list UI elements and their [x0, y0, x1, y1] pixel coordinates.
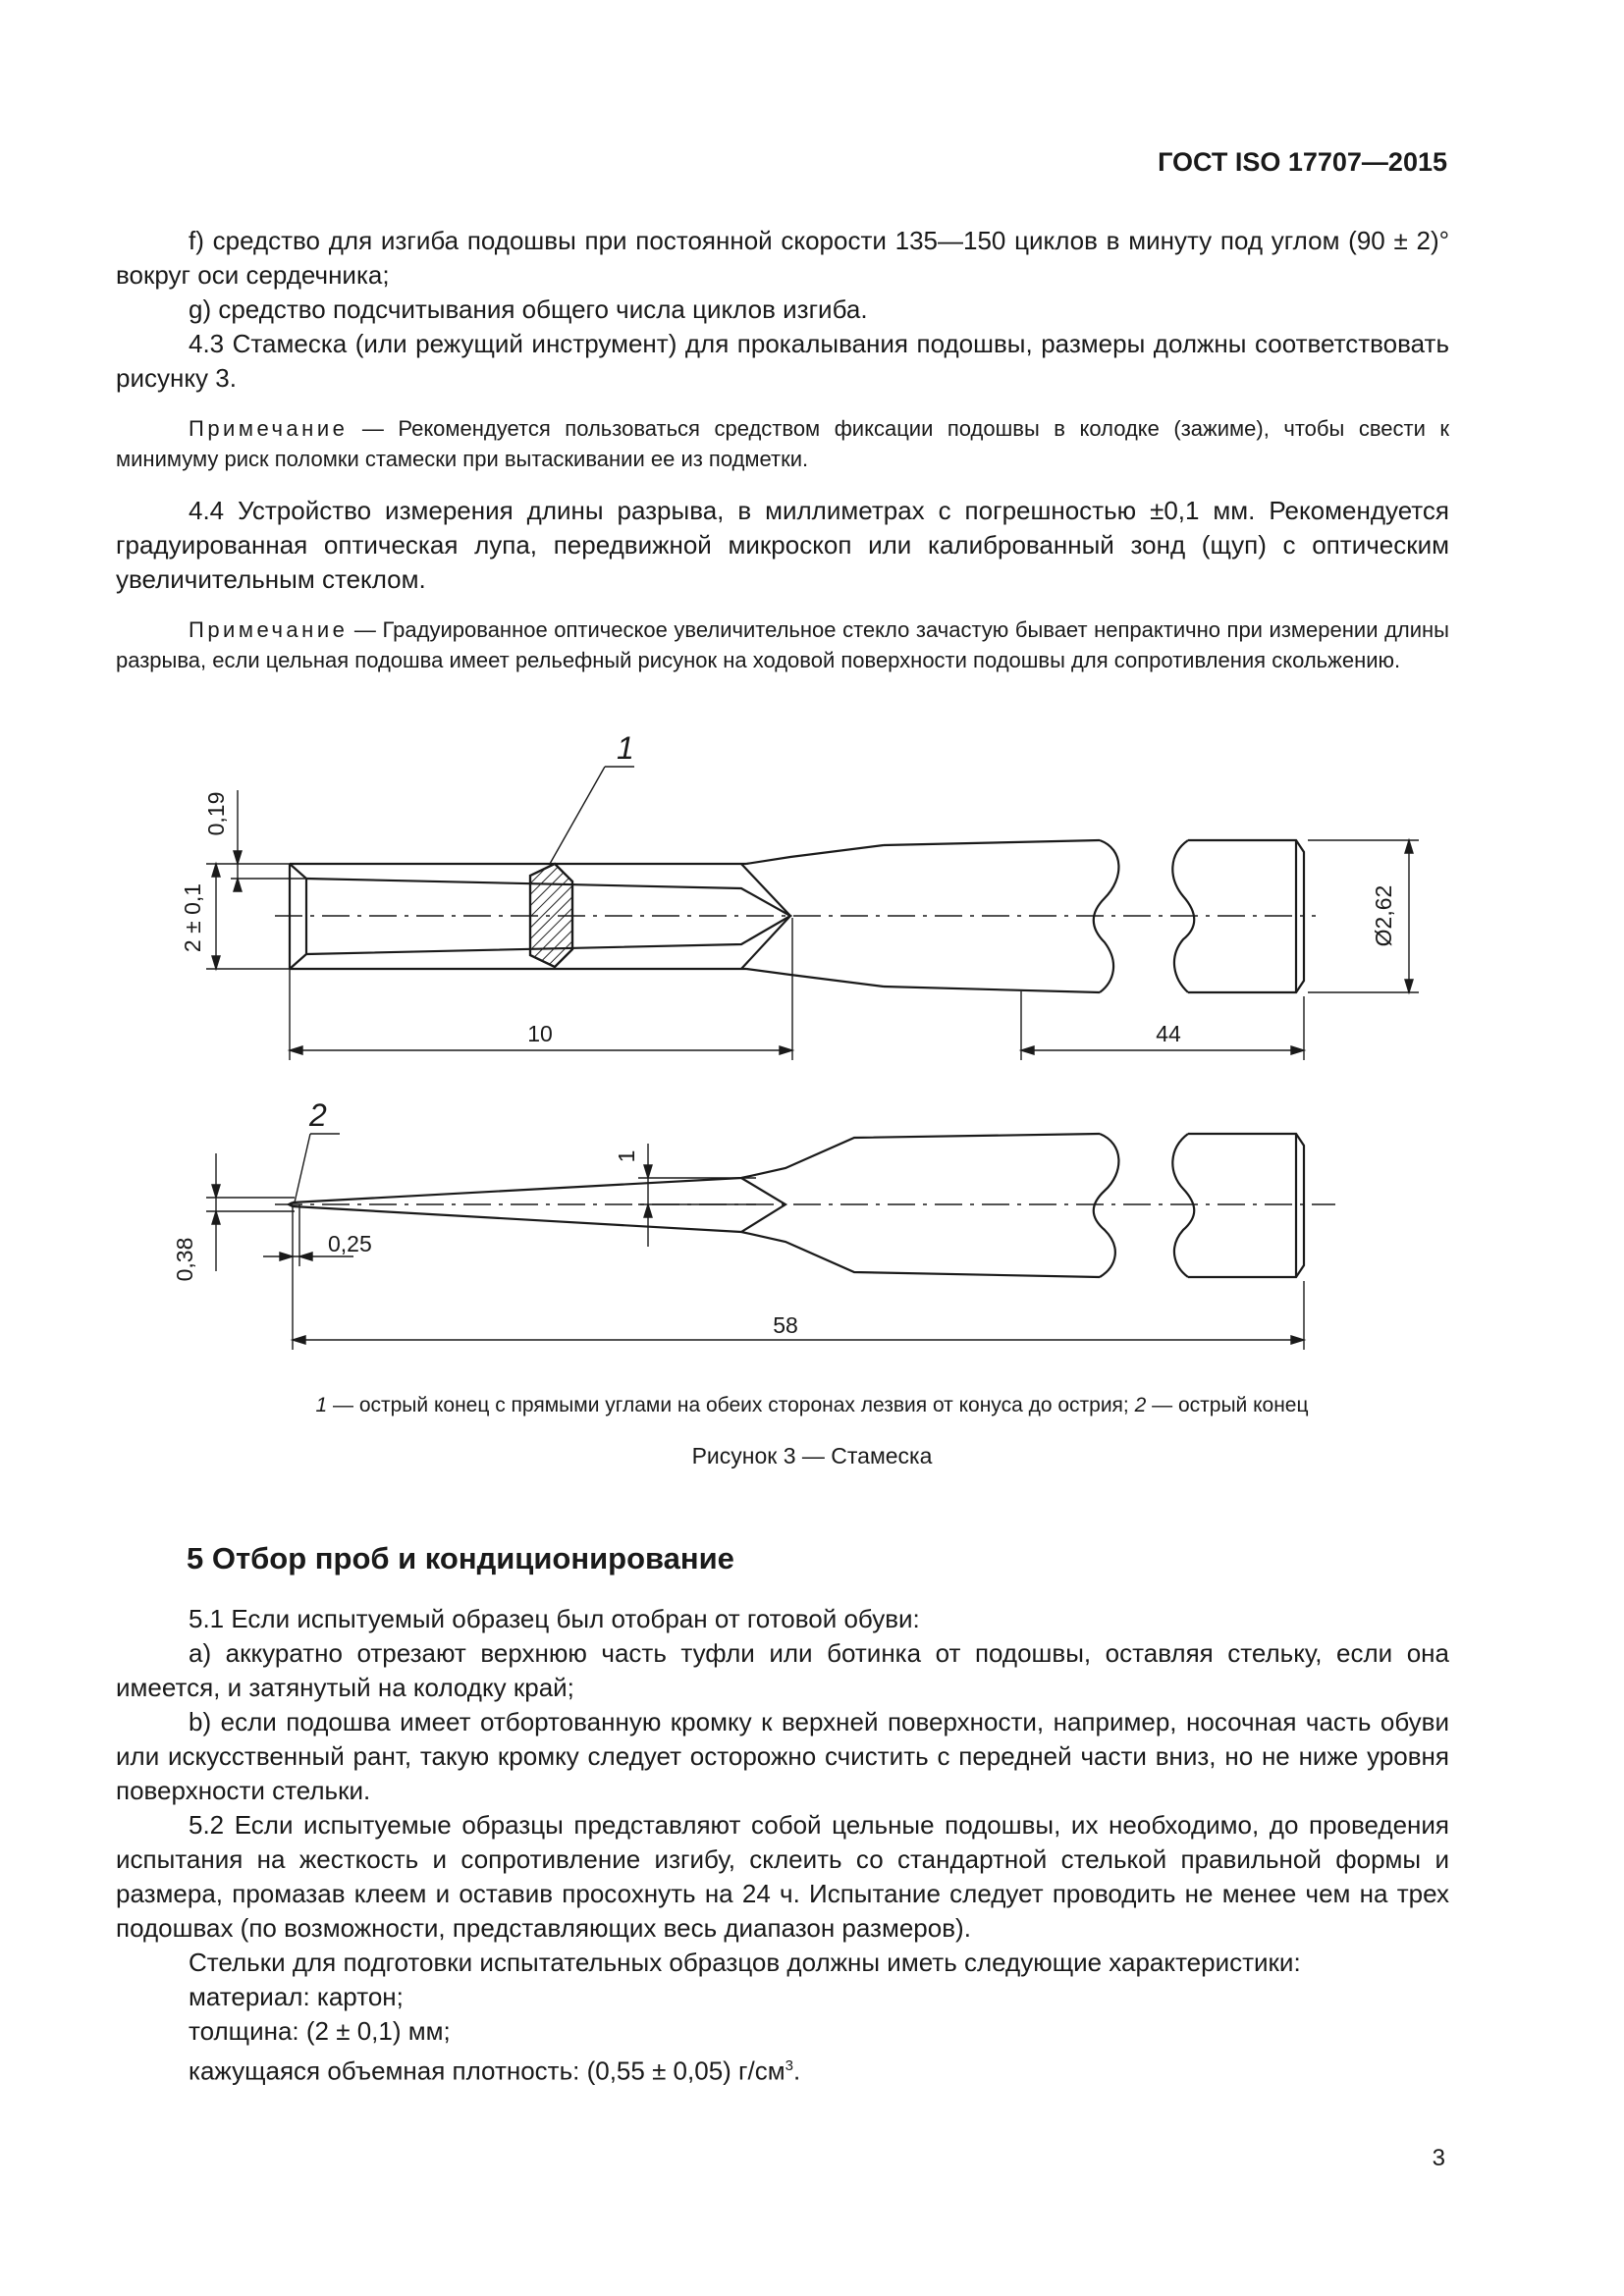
- paragraph-4-4: 4.4 Устройство измерения длины разрыва, в миллиметрах с погрешностью ±0,1 мм. Рекомендуется градуированная оптическая лупа, передвижной микроскоп или калиброванный зонд (щуп) с оптическим увеличительным стеклом.: [116, 496, 1449, 594]
- paragraph-g: g) средство подсчитывания общего числа циклов изгиба.: [189, 294, 868, 324]
- callout-1-label: 1: [617, 730, 634, 766]
- paragraph-5-2: 5.2 Если испытуемые образцы представляют собой цельные подошвы, их необходимо, до проведения испытания на жесткость и сопротивление изгибу, склеить со стандартной стелькой правильной формы и размера, промазав клеем и оставив просохнуть на 24 ч. Испытание следует проводить не менее чем на трех подошвах (по возможности, представляющих весь диапазон размеров).: [116, 1810, 1449, 1943]
- insole-density-text: кажущаяся объемная плотность: (0,55 ± 0,05) г/см: [189, 2056, 785, 2086]
- top-view-drawing: [290, 837, 1304, 992]
- legend-2-number: 2: [1134, 1394, 1147, 1416]
- section-5-title: 5 Отбор проб и кондиционирование: [187, 1541, 734, 1575]
- note-2: [116, 614, 1449, 675]
- dim-10-label: 10: [527, 1021, 553, 1046]
- legend-2-text: — острый конец: [1146, 1394, 1309, 1416]
- paragraph-4-3: 4.3 Стамеска (или режущий инструмент) для прокалывания подошвы, размеры должны соответствовать рисунку 3.: [116, 329, 1449, 393]
- insole-requirements: Стельки для подготовки испытательных образцов должны иметь следующие характеристики:: [189, 1948, 1301, 1977]
- note-2-text: — Градуированное оптическое увеличительное стекло зачастую бывает непрактично при измерении длины разрыва, если цельная подошва имеет рельефный рисунок на ходовой поверхности подошвы для сопротивления скольжению.: [116, 617, 1449, 672]
- insole-density: [116, 2049, 1449, 2089]
- dim-262-label: Ø2,62: [1371, 884, 1396, 947]
- callout-2-label: 2: [309, 1097, 327, 1133]
- chisel-figure: [147, 721, 1424, 1389]
- paragraph-5-1: 5.1 Если испытуемый образец был отобран от готовой обуви:: [189, 1604, 920, 1633]
- insole-density-end: .: [792, 2056, 801, 2086]
- note-1: [116, 413, 1449, 474]
- dim-019-label: 0,19: [203, 791, 229, 836]
- note-1-label: Примечание: [189, 416, 349, 441]
- section-5-body: [116, 1602, 1449, 2089]
- note-1-text: — Рекомендуется пользоваться средством фиксации подошвы в колодке (зажиме), чтобы свести к минимуму риск поломки стамески при вытаскивании ее из подметки.: [116, 416, 1449, 471]
- side-view-drawing: [289, 1134, 1304, 1277]
- figure-title: Рисунок 3 — Стамеска: [691, 1443, 933, 1468]
- dim-025-label: 0,25: [328, 1231, 372, 1256]
- dim-1-label: 1: [614, 1149, 639, 1163]
- top-dimension-labels: [180, 730, 1396, 1046]
- top-text-block: [116, 224, 1449, 675]
- dim-2-label: 2 ± 0,1: [180, 882, 205, 953]
- figure-legend: [0, 1394, 1624, 1417]
- legend-1-text: — острый конец с прямыми углами на обеих сторонах лезвия от конуса до острия;: [327, 1394, 1135, 1416]
- paragraph-f: f) средство для изгиба подошвы при постоянной скорости 135—150 циклов в минуту под углом (90 ± 2)° вокруг оси сердечника;: [116, 226, 1449, 290]
- document-header: ГОСТ ISO 17707—2015: [1158, 147, 1447, 177]
- legend-1-number: 1: [315, 1394, 328, 1416]
- dim-038-label: 0,38: [172, 1237, 197, 1282]
- paragraph-5-1-b: b) если подошва имеет отбортованную кромку к верхней поверхности, например, носочная часть обуви или искусственный рант, такую кромку следует осторожно счистить с передней части вниз, но не ниже уровня поверхности стельки.: [116, 1707, 1449, 1805]
- dim-44-label: 44: [1156, 1021, 1181, 1046]
- paragraph-5-1-a: a) аккуратно отрезают верхнюю часть туфли или ботинка от подошвы, оставляя стельку, если она имеется, и затянутый на колодку край;: [116, 1638, 1449, 1702]
- insole-density-sup: 3: [785, 2057, 793, 2074]
- insole-material: материал: картон;: [189, 1982, 404, 2011]
- page-number: 3: [1432, 2145, 1445, 2171]
- note-2-label: Примечание: [189, 617, 349, 642]
- insole-thickness: толщина: (2 ± 0,1) мм;: [189, 2016, 451, 2046]
- top-dimensions: [206, 767, 1419, 1060]
- dim-58-label: 58: [773, 1312, 798, 1338]
